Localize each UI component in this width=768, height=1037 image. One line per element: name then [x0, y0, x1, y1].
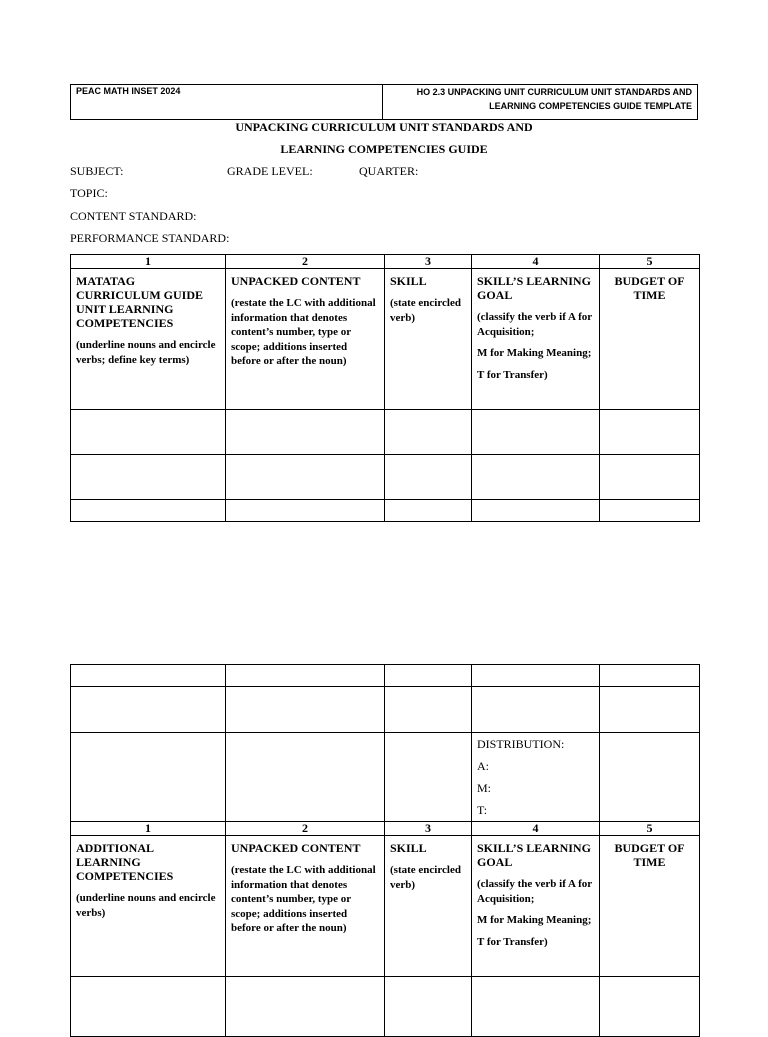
header-right-label — [383, 85, 697, 119]
column-number: 5 — [600, 822, 700, 836]
header-title: SKILL — [390, 841, 427, 855]
header-title: SKILL’S LEARNING GOAL — [477, 274, 591, 302]
header-note: (underline nouns and encircle verbs; define key terms) — [76, 339, 216, 366]
subject-label: SUBJECT: — [70, 164, 124, 178]
header-right-line1: HO 2.3 UNPACKING UNIT CURRICULUM UNIT STANDARDS AND — [416, 87, 692, 97]
quarter-label: QUARTER: — [359, 164, 419, 178]
header-note: (restate the LC with additional information that denotes content’s number, type or scope; additions inserted before or after the noun) — [231, 864, 376, 934]
table-cell[interactable] — [600, 500, 700, 522]
table-cell[interactable] — [226, 410, 385, 455]
table-cell[interactable] — [226, 687, 385, 733]
header-title: UNPACKED CONTENT — [231, 274, 361, 288]
table-cell[interactable] — [472, 977, 600, 1037]
column-number-row — [71, 255, 700, 269]
table-cell[interactable] — [385, 977, 472, 1037]
additional-competencies-table — [70, 664, 700, 1037]
header-learning-goal — [472, 269, 600, 410]
header-budget-of-time — [600, 269, 700, 410]
header-unpacked-content — [226, 836, 385, 977]
table-row — [71, 977, 700, 1037]
table-cell[interactable] — [472, 500, 600, 522]
table-cell[interactable] — [226, 665, 385, 687]
table-cell[interactable] — [600, 977, 700, 1037]
grade-level-label: GRADE LEVEL: — [227, 164, 313, 178]
table-cell[interactable] — [71, 733, 226, 822]
header-title: BUDGET OF TIME — [614, 274, 685, 302]
competencies-table — [70, 254, 700, 522]
table-cell[interactable] — [226, 455, 385, 500]
header-additional-competencies — [71, 836, 226, 977]
header-note: (state encircled verb) — [390, 864, 461, 891]
distribution-cell[interactable] — [472, 733, 600, 822]
distribution-label: DISTRIBUTION: — [477, 737, 565, 751]
header-budget-of-time — [600, 836, 700, 977]
header-learning-competencies — [71, 269, 226, 410]
header-note: (state encircled verb) — [390, 297, 461, 324]
table-row — [71, 500, 700, 522]
table-cell[interactable] — [385, 410, 472, 455]
document-header — [70, 84, 698, 120]
header-title: MATATAG CURRICULUM GUIDE UNIT LEARNING COMPETENCIES — [76, 274, 204, 330]
column-number: 4 — [472, 255, 600, 269]
distribution-a-label: A: — [477, 759, 489, 773]
header-note: T for Transfer) — [477, 935, 548, 948]
table-cell[interactable] — [600, 665, 700, 687]
document-title-line1: UNPACKING CURRICULUM UNIT STANDARDS AND — [235, 120, 533, 134]
header-title: UNPACKED CONTENT — [231, 841, 361, 855]
table-cell[interactable] — [71, 665, 226, 687]
column-number: 2 — [226, 822, 385, 836]
header-note: M for Making Meaning; — [477, 347, 592, 359]
column-number: 1 — [71, 255, 226, 269]
performance-standard-label: PERFORMANCE STANDARD: — [70, 231, 230, 245]
header-skill — [385, 269, 472, 410]
header-note: (underline nouns and encircle verbs) — [76, 892, 216, 919]
table-cell[interactable] — [600, 687, 700, 733]
distribution-row — [71, 733, 700, 822]
header-title: SKILL’S LEARNING GOAL — [477, 841, 591, 869]
table-cell[interactable] — [226, 500, 385, 522]
column-number: 5 — [600, 255, 700, 269]
table-cell[interactable] — [71, 410, 226, 455]
content-standard-label: CONTENT STANDARD: — [70, 209, 197, 223]
topic-label: TOPIC: — [70, 186, 108, 200]
table-cell[interactable] — [385, 500, 472, 522]
table-cell[interactable] — [472, 410, 600, 455]
distribution-m-label: M: — [477, 781, 492, 795]
table-row — [71, 410, 700, 455]
table-cell[interactable] — [600, 455, 700, 500]
table-row — [71, 455, 700, 500]
column-number: 3 — [385, 822, 472, 836]
table-cell[interactable] — [226, 977, 385, 1037]
header-title: BUDGET OF TIME — [614, 841, 685, 869]
header-title: SKILL — [390, 274, 427, 288]
column-number: 3 — [385, 255, 472, 269]
header-right-line2: LEARNING COMPETENCIES GUIDE TEMPLATE — [489, 101, 692, 111]
document-title-line2: LEARNING COMPETENCIES GUIDE — [280, 142, 488, 156]
table-cell[interactable] — [71, 455, 226, 500]
table-cell[interactable] — [71, 687, 226, 733]
table-cell[interactable] — [472, 687, 600, 733]
table-cell[interactable] — [385, 665, 472, 687]
table-cell[interactable] — [600, 733, 700, 822]
header-title: ADDITIONAL LEARNING COMPETENCIES — [76, 841, 174, 883]
table-cell[interactable] — [71, 500, 226, 522]
column-header-row — [71, 836, 700, 977]
header-note: T for Transfer) — [477, 368, 548, 381]
table-cell[interactable] — [472, 665, 600, 687]
table-cell[interactable] — [226, 733, 385, 822]
table-cell[interactable] — [600, 410, 700, 455]
column-number: 4 — [472, 822, 600, 836]
table-cell[interactable] — [472, 455, 600, 500]
column-number: 2 — [226, 255, 385, 269]
header-note: (classify the verb if A for Acquisition; — [477, 311, 592, 338]
header-unpacked-content — [226, 269, 385, 410]
table-cell[interactable] — [385, 733, 472, 822]
distribution-t-label: T: — [477, 803, 488, 817]
header-left-label: PEAC MATH INSET 2024 — [71, 85, 383, 119]
table-cell[interactable] — [71, 977, 226, 1037]
header-note: (restate the LC with additional information that denotes content’s number, type or scope; additions inserted before or after the noun) — [231, 297, 376, 367]
table-row — [71, 665, 700, 687]
column-header-row — [71, 269, 700, 410]
column-number: 1 — [71, 822, 226, 836]
header-learning-goal — [472, 836, 600, 977]
column-number-row — [71, 822, 700, 836]
header-skill — [385, 836, 472, 977]
table-row — [71, 687, 700, 733]
header-note: M for Making Meaning; — [477, 914, 592, 926]
header-note: (classify the verb if A for Acquisition; — [477, 878, 592, 905]
table-cell[interactable] — [385, 687, 472, 733]
table-cell[interactable] — [385, 455, 472, 500]
